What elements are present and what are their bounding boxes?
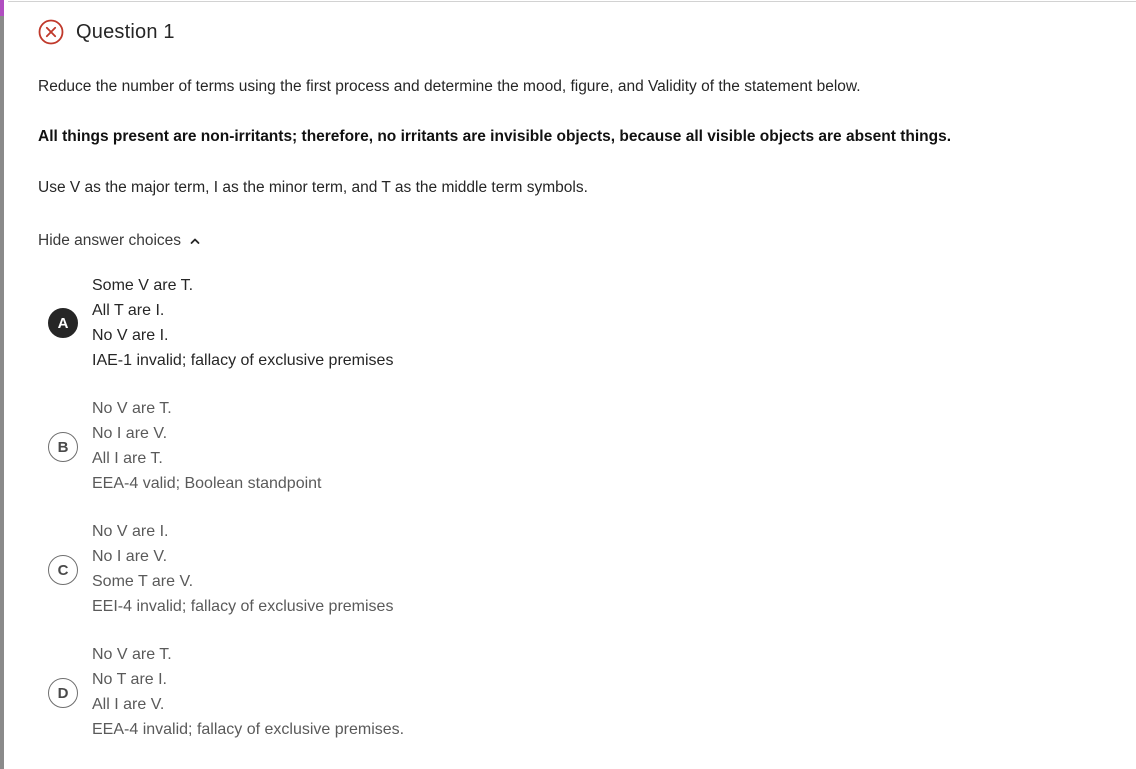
question-title: Question 1 bbox=[76, 20, 175, 43]
chevron-up-icon bbox=[190, 236, 200, 246]
window-left-edge-accent bbox=[0, 0, 4, 16]
choice-line: EEA-4 invalid; fallacy of exclusive premises. bbox=[92, 721, 405, 738]
choice-line: No V are T. bbox=[92, 646, 172, 663]
choice-line: Some T are V. bbox=[92, 573, 194, 590]
hide-answer-choices-toggle[interactable] bbox=[38, 232, 200, 250]
toggle-label: Hide answer choices bbox=[38, 232, 182, 249]
choice-line: EEI-4 invalid; fallacy of exclusive premises bbox=[92, 598, 394, 615]
question-header bbox=[38, 19, 175, 45]
choice-text bbox=[92, 519, 692, 619]
choice-letter-badge: A bbox=[48, 308, 78, 338]
choice-line: Some V are T. bbox=[92, 277, 194, 294]
choice-text bbox=[92, 396, 692, 496]
choice-line: All I are T. bbox=[92, 450, 163, 467]
choice-line: No I are V. bbox=[92, 425, 168, 442]
top-divider bbox=[8, 1, 1136, 2]
choice-line: No V are I. bbox=[92, 523, 169, 540]
x-circle-icon bbox=[38, 19, 64, 45]
question-statement: All things present are non-irritants; therefore, no irritants are invisible objects, because all visible objects are absent things. bbox=[38, 128, 952, 145]
question-instruction: Use V as the major term, I as the minor term, and T as the middle term symbols. bbox=[38, 179, 588, 196]
choice-text bbox=[92, 273, 692, 373]
window-left-edge bbox=[0, 0, 4, 769]
choice-line: EEA-4 valid; Boolean standpoint bbox=[92, 475, 322, 492]
choice-letter-badge: D bbox=[48, 678, 78, 708]
choice-line: No I are V. bbox=[92, 548, 168, 565]
choice-line: All I are V. bbox=[92, 696, 165, 713]
choice-line: No V are I. bbox=[92, 327, 169, 344]
choice-letter-badge: B bbox=[48, 432, 78, 462]
choice-line: All T are I. bbox=[92, 302, 165, 319]
question-prompt: Reduce the number of terms using the first process and determine the mood, figure, and Validity of the statement below. bbox=[38, 78, 861, 95]
choice-text bbox=[92, 642, 692, 742]
choice-line: No T are I. bbox=[92, 671, 167, 688]
choice-line: IAE-1 invalid; fallacy of exclusive premises bbox=[92, 352, 394, 369]
choice-line: No V are T. bbox=[92, 400, 172, 417]
choice-letter-badge: C bbox=[48, 555, 78, 585]
